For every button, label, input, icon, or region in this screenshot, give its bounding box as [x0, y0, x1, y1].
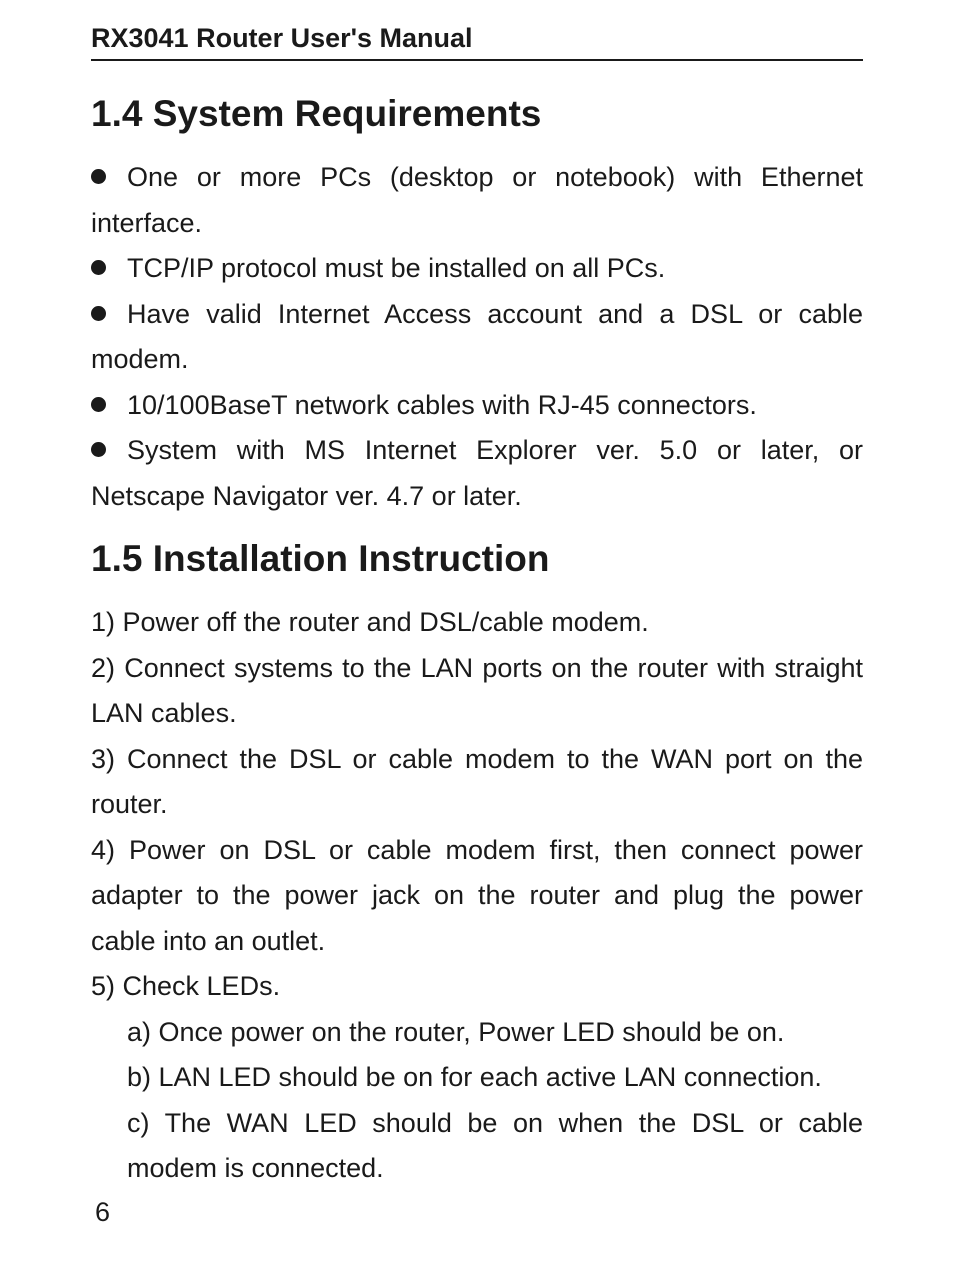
led-check-substep: b) LAN LED should be on for each active LAN connection. [127, 1062, 822, 1092]
installation-step: 2) Connect systems to the LAN ports on the router with straight LAN cables. [91, 652, 863, 728]
requirement-item [91, 383, 863, 429]
requirement-text: 10/100BaseT network cables with RJ-45 connectors. [127, 389, 757, 420]
bullet-dot-icon [91, 397, 106, 412]
requirement-text: TCP/IP protocol must be installed on all PCs. [127, 253, 666, 283]
installation-step: 3) Connect the DSL or cable modem to the WAN port on the router. [91, 743, 863, 819]
requirements-list [91, 155, 863, 519]
requirement-text: One or more PCs (desktop or notebook) with Ethernet interface. [91, 162, 863, 238]
requirement-item [91, 246, 863, 292]
installation-step: 1) Power off the router and DSL/cable modem. [91, 607, 649, 637]
requirement-item [91, 292, 863, 383]
running-header: RX3041 Router User's Manual [91, 20, 863, 61]
installation-step: 5) Check LEDs. [91, 971, 281, 1001]
bullet-dot-icon [91, 306, 106, 321]
bullet-dot-icon [91, 442, 106, 457]
requirement-item [91, 428, 863, 519]
requirement-text: Have valid Internet Access account and a DSL or cable modem. [91, 298, 863, 374]
bullet-dot-icon [91, 260, 106, 275]
installation-step: 4) Power on DSL or cable modem first, then connect power adapter to the power jack on the router and plug the power cable into an outlet. [91, 834, 863, 956]
led-check-substep: c) The WAN LED should be on when the DSL or cable modem is connected. [127, 1107, 863, 1183]
requirement-item [91, 155, 863, 246]
section-title-installation-instruction: 1.5 Installation Instruction [91, 538, 550, 579]
installation-steps [91, 600, 863, 1192]
led-check-substep: a) Once power on the router, Power LED should be on. [127, 1016, 785, 1047]
requirement-text: System with MS Internet Explorer ver. 5.0 or later, or Netscape Navigator ver. 4.7 or later. [91, 435, 863, 511]
bullet-dot-icon [91, 169, 106, 184]
page-number: 6 [95, 1197, 111, 1227]
section-title-system-requirements: 1.4 System Requirements [91, 93, 542, 134]
